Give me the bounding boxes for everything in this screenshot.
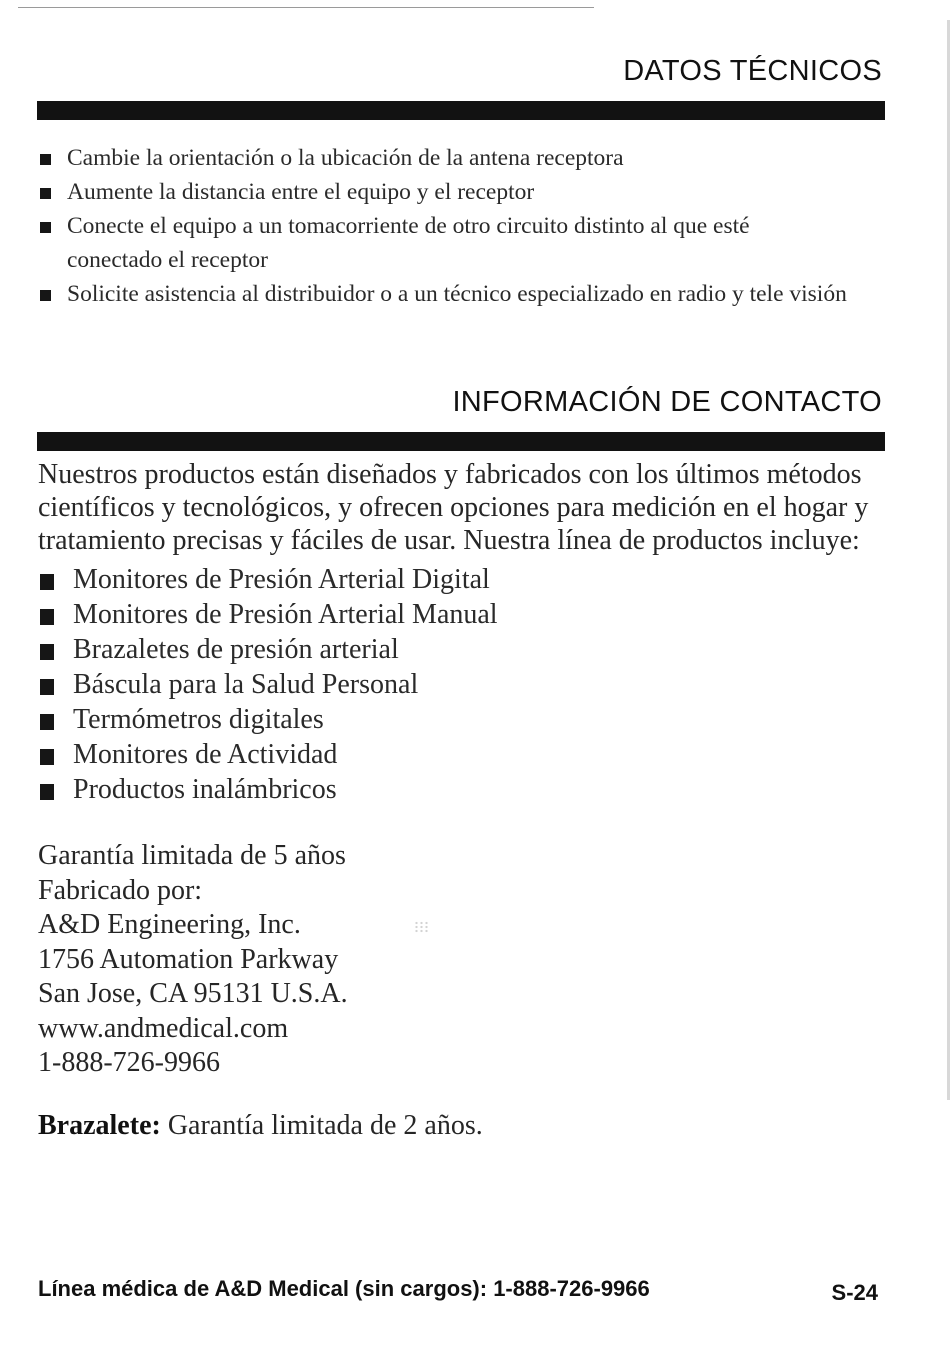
- bullet-square-icon: [40, 784, 54, 800]
- manufacturer-address: [38, 839, 638, 1081]
- product-name: Productos inalámbricos: [73, 774, 337, 805]
- list-item: [40, 209, 870, 277]
- phone-number: 1-888-726-9966: [38, 1047, 220, 1078]
- list-item-text: Solicite asistencia al distribuidor o a un técnico especializado en radio y tele visión: [67, 281, 847, 307]
- city-state-zip: San Jose, CA 95131 U.S.A.: [38, 978, 348, 1009]
- list-item: [40, 632, 860, 667]
- bullet-square-icon: [40, 609, 54, 625]
- section-bar: [37, 101, 885, 120]
- interference-tips-list: [40, 141, 870, 311]
- bullet-square-icon: [40, 290, 51, 301]
- cuff-label: Brazalete:: [38, 1110, 161, 1141]
- bullet-square-icon: [40, 222, 51, 233]
- bullet-square-icon: [40, 679, 54, 695]
- list-item: [40, 702, 860, 737]
- bullet-square-icon: [40, 749, 54, 765]
- product-list: [40, 562, 860, 807]
- scan-speck: [414, 921, 430, 933]
- product-name: Termómetros digitales: [73, 704, 324, 735]
- list-item-text: Conecte el equipo a un tomacorriente de otro circuito distinto al que esté conectado el receptor: [67, 213, 750, 273]
- cuff-warranty-text: Garantía limitada de 2 años.: [167, 1110, 483, 1141]
- list-item: [40, 175, 870, 209]
- bullet-square-icon: [40, 644, 54, 660]
- bullet-square-icon: [40, 574, 54, 590]
- product-name: Monitores de Presión Arterial Digital: [73, 564, 490, 595]
- list-item: [40, 667, 860, 702]
- website: www.andmedical.com: [38, 1012, 289, 1044]
- manufactured-by-label: Fabricado por:: [38, 874, 203, 906]
- product-name: Báscula para la Salud Personal: [73, 669, 419, 700]
- product-name: Monitores de Presión Arterial Manual: [73, 599, 498, 630]
- bullet-square-icon: [40, 154, 51, 165]
- footer-hotline: Línea médica de A&D Medical (sin cargos): 1-888-726-9966: [38, 1276, 650, 1301]
- intro-paragraph: Nuestros productos están diseñados y fabricados con los últimos métodos científicos y tecnológicos, y ofrecen opciones para medición en el hogar y tratamiento precisas y fáciles de usar. Nuestra línea de productos incluye:: [38, 459, 869, 556]
- list-item-text: Cambie la orientación o la ubicación de la antena receptora: [67, 145, 624, 171]
- list-item: [40, 562, 860, 597]
- section-bar: [37, 432, 885, 451]
- bullet-square-icon: [40, 188, 51, 199]
- section-heading-contacto: INFORMACIÓN DE CONTACTO: [452, 386, 882, 418]
- street-address: 1756 Automation Parkway: [38, 943, 339, 975]
- top-rule: [18, 7, 594, 8]
- list-item: [40, 277, 870, 311]
- list-item-text: Aumente la distancia entre el equipo y el receptor: [67, 179, 535, 205]
- page-number: S-24: [831, 1280, 878, 1305]
- warranty-line: Garantía limitada de 5 años: [38, 840, 346, 871]
- list-item: [40, 772, 860, 807]
- list-item: [40, 737, 860, 772]
- bullet-square-icon: [40, 714, 54, 730]
- product-name: Monitores de Actividad: [73, 739, 338, 770]
- company-name: A&D Engineering, Inc.: [38, 909, 301, 940]
- cuff-warranty: [38, 1109, 483, 1143]
- list-item: [40, 597, 860, 632]
- list-item: [40, 141, 870, 175]
- section-heading-datos-tecnicos: DATOS TÉCNICOS: [623, 55, 882, 87]
- product-name: Brazaletes de presión arterial: [73, 634, 399, 665]
